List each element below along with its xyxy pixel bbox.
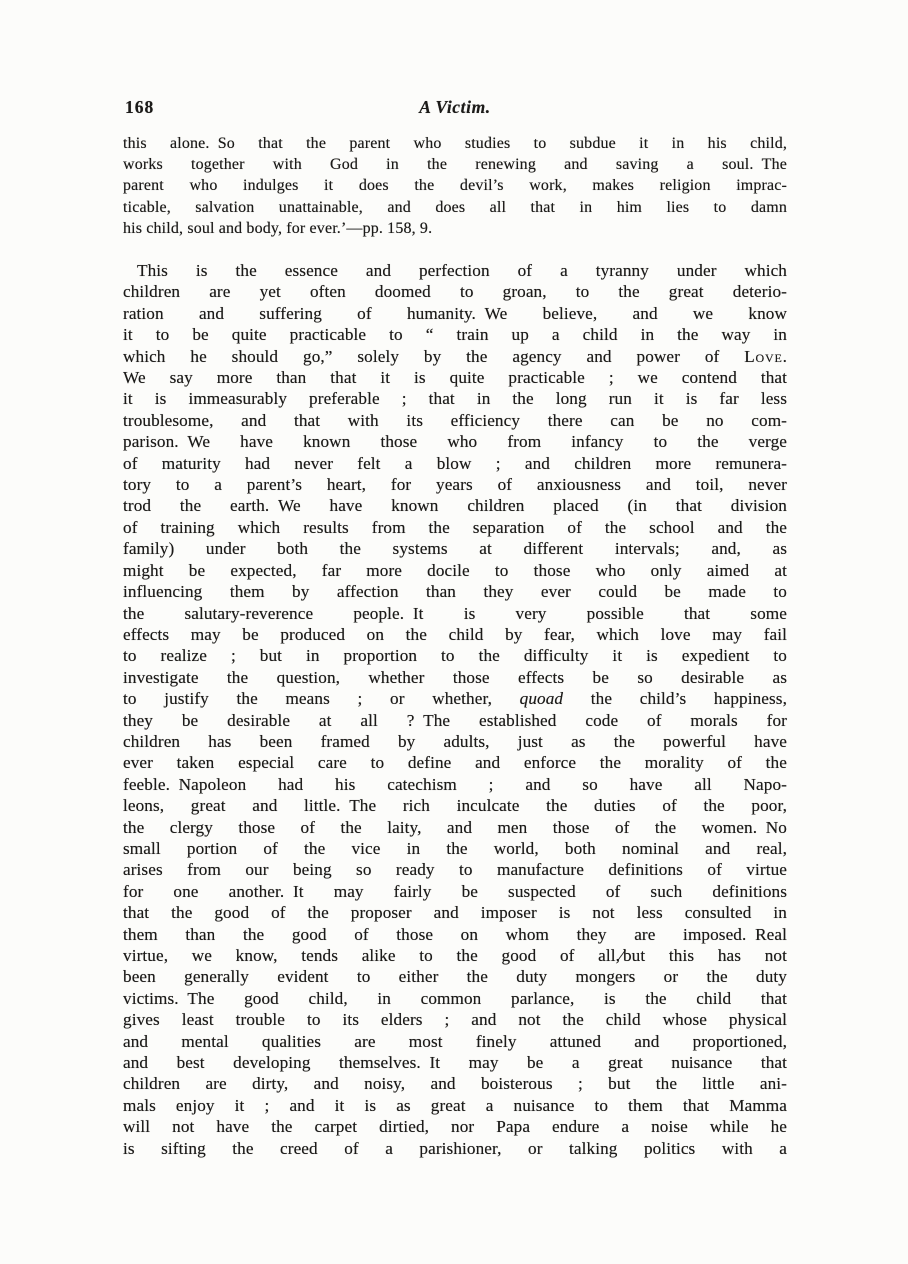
text-line [123,710,787,731]
text-segment: and mental qualities are most finely attuned and proportioned, [123,1031,787,1051]
text-line [123,752,787,773]
text-line [123,902,787,923]
text-line [123,453,787,474]
text-segment: tory to a parent’s heart, for years of anxiousness and toil, never [123,475,787,495]
text-line [123,324,787,345]
text-line [123,859,787,880]
text-line [123,175,787,196]
small-caps-text: Love [744,346,783,366]
text-line [123,667,787,688]
text-segment: it to be quite practicable to “ train up a child in the way in [123,325,787,345]
text-segment: is sifting the creed of a parishioner, or talking politics with a [123,1138,787,1158]
text-segment: victims. The good child, in common parlance, is the child that [123,988,787,1008]
page-number: 168 [125,97,155,117]
text-column [123,0,787,1159]
text-segment: which he should go,” solely by the agency and power of [123,346,745,366]
text-line [123,303,787,324]
text-line [123,281,787,302]
text-segment: they be desirable at all ? The established code of morals for [123,710,787,730]
text-line [123,881,787,902]
text-segment: children are yet often doomed to groan, to the great deterio- [123,282,787,302]
text-segment: works together with God in the renewing and saving a soul. The [123,156,787,174]
text-segment: the clergy those of the laity, and men those of the women. No [123,817,787,837]
text-line [123,1031,787,1052]
text-segment: family) under both the systems at different intervals; and, as [123,539,787,559]
page-header [123,96,787,118]
text-line [123,795,787,816]
text-segment: gives least trouble to its elders ; and not the child whose physical [123,1010,787,1030]
text-line [123,517,787,538]
text-segment: feeble. Napoleon had his catechism ; and so have all Napo- [123,774,787,794]
text-segment: children has been framed by adults, just as the powerful have [123,731,787,751]
text-segment: the child’s happiness, [563,689,787,709]
text-line [123,1052,787,1073]
text-line [123,581,787,602]
text-segment: for one another. It may fairly be suspected of such definitions [123,881,787,901]
text-segment: parent who indulges it does the devil’s work, makes religion imprac- [123,177,787,195]
text-line [123,495,787,516]
text-segment: investigate the question, whether those effects be so desirable as [123,667,787,687]
italic-text: quoad [519,689,564,709]
text-segment: that the good of the proposer and imposer is not less consulted in [123,903,787,923]
text-line [123,774,787,795]
text-line [123,688,787,709]
text-line [123,346,787,367]
text-line [123,474,787,495]
text-line [123,197,787,218]
text-line [123,410,787,431]
text-segment: it is immeasurably preferable ; that in the long run it is far less [123,389,787,409]
text-segment: arises from our being so ready to manufacture definitions of virtue [123,860,787,880]
text-segment: to justify the means ; or whether, [123,689,520,709]
text-segment: troublesome, and that with its efficiency there can be no com- [123,410,787,430]
text-line [123,1073,787,1094]
text-segment: ticable, salvation unattainable, and does all that in him lies to damn [123,198,787,216]
text-segment: trod the earth. We have known children placed (in that division [123,496,787,516]
text-line [123,645,787,666]
text-segment: his child, soul and body, for ever.’—pp. 158, 9. [123,219,433,237]
text-segment: the salutary-reverence people. It is very possible that some [123,603,787,623]
text-line [123,988,787,1009]
text-segment: will not have the carpet dirtied, nor Papa endure a noise while he [123,1117,787,1137]
text-line [123,624,787,645]
text-line [123,838,787,859]
text-segment: We say more than that it is quite practicable ; we contend that [123,368,787,388]
text-segment: might be expected, far more docile to those who only aimed at [123,560,787,580]
text-line [123,1095,787,1116]
text-line [123,966,787,987]
text-segment: This is the essence and perfection of a tyranny under which [137,261,787,281]
text-line [123,945,787,966]
text-segment: ration and suffering of humanity. We believe, and we know [123,303,787,323]
text-line [123,1116,787,1137]
text-line [123,218,787,239]
main-body-paragraph [123,260,787,1159]
text-segment: mals enjoy it ; and it is as great a nuisance to them that Mamma [123,1095,787,1115]
text-line [123,560,787,581]
running-title: A Victim. [419,97,491,117]
text-segment: of training which results from the separation of the school and the [123,517,787,537]
text-line [123,731,787,752]
text-line [123,538,787,559]
text-line [123,133,787,154]
text-segment: this alone. So that the parent who studies to subdue it in his child, [123,135,787,152]
text-segment: ever taken especial care to define and enforce the morality of the [123,753,787,773]
text-segment: and best developing themselves. It may be a great nuisance that [123,1053,787,1073]
text-line [123,924,787,945]
text-segment: influencing them by affection than they ever could be made to [123,582,787,602]
text-line [123,431,787,452]
text-segment: small portion of the vice in the world, both nominal and real, [123,838,787,858]
text-segment: parison. We have known those who from infancy to the verge [123,432,787,452]
text-segment: been generally evident to either the duty mongers or the duty [123,967,787,987]
text-segment: to realize ; but in proportion to the difficulty it is expedient to [123,646,787,666]
text-line [123,1009,787,1030]
text-line [123,603,787,624]
text-line [123,154,787,175]
text-segment: virtue, we know, tends alike to the good of all,⁄but this has not [123,946,787,966]
text-segment: leons, great and little. The rich inculcate the duties of the poor, [123,796,787,816]
text-line [123,260,787,281]
text-segment: . [782,346,787,366]
text-line [123,367,787,388]
text-segment: effects may be produced on the child by fear, which love may fail [123,624,787,644]
text-segment: children are dirty, and noisy, and boisterous ; but the little ani- [123,1074,787,1094]
quoted-extract-paragraph [123,133,787,239]
text-segment: of maturity had never felt a blow ; and children more remunera- [123,453,787,473]
text-segment: them than the good of those on whom they are imposed. Real [123,924,787,944]
text-line [123,1138,787,1159]
text-line [123,388,787,409]
text-line [123,817,787,838]
